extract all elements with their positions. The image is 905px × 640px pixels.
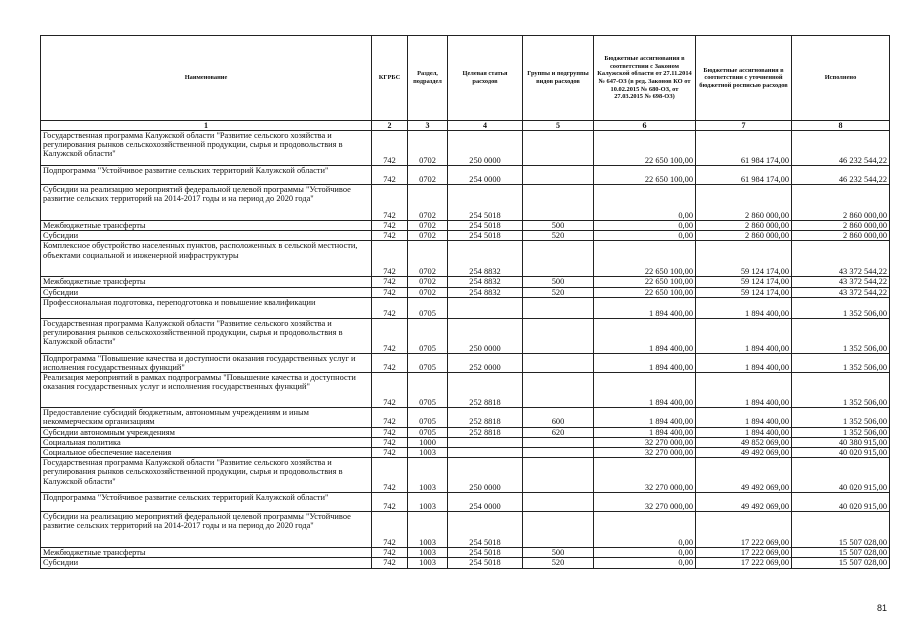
cell-executed-amount: 1 352 506,00: [792, 373, 890, 408]
cell-executed-amount: 40 020 915,00: [792, 493, 890, 512]
cell-law-amount: 32 270 000,00: [594, 458, 696, 493]
cell-executed-amount: 43 372 544,22: [792, 287, 890, 297]
cell-refined-amount: 17 222 069,00: [696, 548, 792, 558]
cell-law-amount: 32 270 000,00: [594, 493, 696, 512]
cell-group: [523, 131, 594, 166]
cell-group: [523, 512, 594, 548]
cell-law-amount: 1 894 400,00: [594, 318, 696, 353]
column-number: 2: [372, 121, 408, 131]
cell-name: Субсидии на реализацию мероприятий федеральной целевой программы "Устойчивое развитие сельских территорий на 2014-2017 годы и на период до 2020 года": [41, 512, 372, 548]
cell-name: Субсидии: [41, 231, 372, 241]
table-row: [41, 448, 890, 458]
column-number: 4: [448, 121, 523, 131]
cell-section: 0705: [408, 318, 448, 353]
cell-kgrbs: 742: [372, 166, 408, 185]
cell-law-amount: 32 270 000,00: [594, 448, 696, 458]
header-refined-allocations: Бюджетные ассигнования в соответствии с уточненной бюджетной росписью расходов: [696, 36, 792, 121]
cell-kgrbs: 742: [372, 408, 408, 427]
cell-group: [523, 241, 594, 277]
cell-executed-amount: 2 860 000,00: [792, 231, 890, 241]
cell-name: Подпрограмма "Устойчивое развитие сельских территорий Калужской области": [41, 493, 372, 512]
cell-section: 0702: [408, 221, 448, 231]
cell-group: [523, 318, 594, 353]
cell-target: 252 8818: [448, 427, 523, 437]
cell-law-amount: 22 650 100,00: [594, 241, 696, 277]
cell-section: 1003: [408, 493, 448, 512]
cell-law-amount: 0,00: [594, 512, 696, 548]
cell-name: Предоставление субсидий бюджетным, автономным учреждениям и иным некоммерческим организациям: [41, 408, 372, 427]
table-row: [41, 185, 890, 221]
cell-executed-amount: 43 372 544,22: [792, 277, 890, 287]
cell-name: Реализация мероприятий в рамках подпрограммы "Повышение качества и доступности оказания государственных услуг и исполнения государственных функций": [41, 373, 372, 408]
cell-section: 0702: [408, 131, 448, 166]
cell-section: 0702: [408, 241, 448, 277]
cell-target: 254 8832: [448, 277, 523, 287]
header-kgrbs: КГРБС: [372, 36, 408, 121]
cell-refined-amount: 1 894 400,00: [696, 318, 792, 353]
page-number: 81: [876, 603, 887, 613]
cell-group: 500: [523, 221, 594, 231]
column-number: 3: [408, 121, 448, 131]
cell-refined-amount: 1 894 400,00: [696, 373, 792, 408]
cell-target: 250 0000: [448, 458, 523, 493]
cell-kgrbs: 742: [372, 297, 408, 318]
cell-section: 0702: [408, 185, 448, 221]
cell-target: 254 0000: [448, 166, 523, 185]
table-row: [41, 318, 890, 353]
cell-target: 254 5018: [448, 512, 523, 548]
cell-name: Государственная программа Калужской области "Развитие сельского хозяйства и регулирования рынков сельскохозяйственной продукции, сырья и продовольствия в Калужской области": [41, 458, 372, 493]
cell-section: 1003: [408, 558, 448, 568]
cell-refined-amount: 17 222 069,00: [696, 558, 792, 568]
column-number: 6: [594, 121, 696, 131]
table-row: [41, 437, 890, 447]
cell-group: [523, 353, 594, 372]
cell-kgrbs: 742: [372, 558, 408, 568]
cell-refined-amount: 49 492 069,00: [696, 458, 792, 493]
cell-group: [523, 437, 594, 447]
cell-group: 520: [523, 287, 594, 297]
cell-name: Социальное обеспечение населения: [41, 448, 372, 458]
table-row: [41, 353, 890, 372]
cell-section: 0705: [408, 373, 448, 408]
cell-name: Межбюджетные трансферты: [41, 548, 372, 558]
cell-executed-amount: 1 352 506,00: [792, 353, 890, 372]
cell-refined-amount: 1 894 400,00: [696, 427, 792, 437]
cell-section: 0702: [408, 287, 448, 297]
cell-kgrbs: 742: [372, 512, 408, 548]
table-row: [41, 512, 890, 548]
cell-refined-amount: 59 124 174,00: [696, 287, 792, 297]
cell-refined-amount: 2 860 000,00: [696, 221, 792, 231]
table-row: [41, 287, 890, 297]
header-section: Раздел, подраздел: [408, 36, 448, 121]
cell-target: 250 0000: [448, 318, 523, 353]
column-number-row: [41, 121, 890, 131]
cell-group: 500: [523, 277, 594, 287]
table-row: [41, 241, 890, 277]
cell-name: Государственная программа Калужской области "Развитие сельского хозяйства и регулирования рынков сельскохозяйственной продукции, сырья и продовольствия в Калужской области": [41, 318, 372, 353]
cell-executed-amount: 15 507 028,00: [792, 558, 890, 568]
cell-refined-amount: 2 860 000,00: [696, 231, 792, 241]
cell-group: 520: [523, 558, 594, 568]
cell-kgrbs: 742: [372, 448, 408, 458]
table-row: [41, 493, 890, 512]
cell-executed-amount: 15 507 028,00: [792, 548, 890, 558]
cell-group: 500: [523, 548, 594, 558]
cell-law-amount: 1 894 400,00: [594, 427, 696, 437]
cell-target: 254 5018: [448, 221, 523, 231]
cell-kgrbs: 742: [372, 241, 408, 277]
column-number: 7: [696, 121, 792, 131]
cell-target: 254 5018: [448, 185, 523, 221]
cell-group: [523, 166, 594, 185]
cell-executed-amount: 1 352 506,00: [792, 318, 890, 353]
cell-law-amount: 1 894 400,00: [594, 408, 696, 427]
cell-section: 0702: [408, 277, 448, 287]
cell-executed-amount: 1 352 506,00: [792, 427, 890, 437]
cell-section: 0705: [408, 353, 448, 372]
cell-law-amount: 22 650 100,00: [594, 277, 696, 287]
cell-target: 254 8832: [448, 287, 523, 297]
cell-target: [448, 448, 523, 458]
cell-group: 600: [523, 408, 594, 427]
table-row: [41, 166, 890, 185]
cell-section: 0705: [408, 297, 448, 318]
cell-refined-amount: 49 492 069,00: [696, 493, 792, 512]
cell-name: Подпрограмма "Повышение качества и доступности оказания государственных услуг и исполнения государственных функций": [41, 353, 372, 372]
cell-group: [523, 297, 594, 318]
cell-law-amount: 1 894 400,00: [594, 297, 696, 318]
cell-section: 0702: [408, 231, 448, 241]
cell-section: 1003: [408, 458, 448, 493]
cell-target: [448, 297, 523, 318]
cell-executed-amount: 40 380 915,00: [792, 437, 890, 447]
cell-refined-amount: 1 894 400,00: [696, 297, 792, 318]
cell-group: [523, 185, 594, 221]
table-header-row: [41, 36, 890, 121]
cell-kgrbs: 742: [372, 131, 408, 166]
header-groups: Группы и подгруппы видов расходов: [523, 36, 594, 121]
table-row: [41, 548, 890, 558]
cell-name: Субсидии: [41, 287, 372, 297]
cell-kgrbs: 742: [372, 287, 408, 297]
cell-law-amount: 22 650 100,00: [594, 287, 696, 297]
cell-group: 620: [523, 427, 594, 437]
table-row: [41, 558, 890, 568]
header-executed: Исполнено: [792, 36, 890, 121]
cell-refined-amount: 61 984 174,00: [696, 166, 792, 185]
table-row: [41, 221, 890, 231]
budget-execution-table: [40, 35, 890, 569]
cell-refined-amount: 49 492 069,00: [696, 448, 792, 458]
cell-section: 0705: [408, 427, 448, 437]
table-row: [41, 427, 890, 437]
cell-executed-amount: 43 372 544,22: [792, 241, 890, 277]
cell-refined-amount: 61 984 174,00: [696, 131, 792, 166]
column-number: 8: [792, 121, 890, 131]
cell-target: [448, 437, 523, 447]
cell-target: 254 5018: [448, 558, 523, 568]
cell-target: 252 0000: [448, 353, 523, 372]
cell-executed-amount: 1 352 506,00: [792, 297, 890, 318]
cell-refined-amount: 1 894 400,00: [696, 408, 792, 427]
table-row: [41, 231, 890, 241]
cell-name: Межбюджетные трансферты: [41, 221, 372, 231]
cell-target: 254 0000: [448, 493, 523, 512]
column-number: 5: [523, 121, 594, 131]
cell-refined-amount: 2 860 000,00: [696, 185, 792, 221]
cell-group: [523, 458, 594, 493]
cell-refined-amount: 59 124 174,00: [696, 277, 792, 287]
cell-law-amount: 0,00: [594, 231, 696, 241]
cell-executed-amount: 46 232 544,22: [792, 131, 890, 166]
cell-executed-amount: 2 860 000,00: [792, 221, 890, 231]
cell-law-amount: 0,00: [594, 558, 696, 568]
cell-executed-amount: 46 232 544,22: [792, 166, 890, 185]
cell-kgrbs: 742: [372, 353, 408, 372]
cell-executed-amount: 40 020 915,00: [792, 458, 890, 493]
cell-name: Государственная программа Калужской области "Развитие сельского хозяйства и регулирования рынков сельскохозяйственной продукции, сырья и продовольствия в Калужской области": [41, 131, 372, 166]
column-number: 1: [41, 121, 372, 131]
cell-law-amount: 0,00: [594, 221, 696, 231]
cell-kgrbs: 742: [372, 427, 408, 437]
cell-section: 1000: [408, 437, 448, 447]
table-row: [41, 373, 890, 408]
header-target: Целевая статья расходов: [448, 36, 523, 121]
cell-target: 252 8818: [448, 408, 523, 427]
cell-section: 0702: [408, 166, 448, 185]
cell-refined-amount: 59 124 174,00: [696, 241, 792, 277]
cell-name: Социальная политика: [41, 437, 372, 447]
cell-name: Субсидии автономным учреждениям: [41, 427, 372, 437]
cell-kgrbs: 742: [372, 185, 408, 221]
cell-group: 520: [523, 231, 594, 241]
cell-target: 254 5018: [448, 231, 523, 241]
cell-name: Субсидии на реализацию мероприятий федеральной целевой программы "Устойчивое развитие сельских территорий на 2014-2017 годы и на период до 2020 года": [41, 185, 372, 221]
table-row: [41, 458, 890, 493]
cell-name: Субсидии: [41, 558, 372, 568]
cell-kgrbs: 742: [372, 277, 408, 287]
table-row: [41, 131, 890, 166]
cell-group: [523, 448, 594, 458]
cell-executed-amount: 40 020 915,00: [792, 448, 890, 458]
cell-kgrbs: 742: [372, 373, 408, 408]
table-row: [41, 277, 890, 287]
cell-law-amount: 1 894 400,00: [594, 373, 696, 408]
cell-target: 254 8832: [448, 241, 523, 277]
table-row: [41, 297, 890, 318]
cell-section: 0705: [408, 408, 448, 427]
cell-refined-amount: 17 222 069,00: [696, 512, 792, 548]
cell-kgrbs: 742: [372, 548, 408, 558]
cell-name: Профессиональная подготовка, переподготовка и повышение квалификации: [41, 297, 372, 318]
cell-executed-amount: 1 352 506,00: [792, 408, 890, 427]
cell-kgrbs: 742: [372, 221, 408, 231]
cell-kgrbs: 742: [372, 437, 408, 447]
cell-group: [523, 493, 594, 512]
cell-executed-amount: 2 860 000,00: [792, 185, 890, 221]
cell-executed-amount: 15 507 028,00: [792, 512, 890, 548]
cell-name: Подпрограмма "Устойчивое развитие сельских территорий Калужской области": [41, 166, 372, 185]
cell-kgrbs: 742: [372, 231, 408, 241]
table-row: [41, 408, 890, 427]
cell-target: 252 8818: [448, 373, 523, 408]
cell-law-amount: 0,00: [594, 185, 696, 221]
cell-group: [523, 373, 594, 408]
cell-name: Комплексное обустройство населенных пунктов, расположенных в сельской местности, объектами социальной и инженерной инфраструктуры: [41, 241, 372, 277]
table-body: [41, 131, 890, 569]
cell-name: Межбюджетные трансферты: [41, 277, 372, 287]
cell-law-amount: 22 650 100,00: [594, 131, 696, 166]
cell-section: 1003: [408, 548, 448, 558]
cell-refined-amount: 1 894 400,00: [696, 353, 792, 372]
cell-target: 254 5018: [448, 548, 523, 558]
cell-target: 250 0000: [448, 131, 523, 166]
cell-kgrbs: 742: [372, 458, 408, 493]
cell-law-amount: 22 650 100,00: [594, 166, 696, 185]
cell-kgrbs: 742: [372, 318, 408, 353]
cell-law-amount: 0,00: [594, 548, 696, 558]
cell-section: 1003: [408, 512, 448, 548]
header-name: Наименование: [41, 36, 372, 121]
cell-law-amount: 1 894 400,00: [594, 353, 696, 372]
cell-section: 1003: [408, 448, 448, 458]
header-law-allocations: Бюджетные ассигнования в соответствии с Законом Калужской области от 27.11.2014 № 647-ОЗ (в ред. Законов КО от 10.02.2015 № 680-ОЗ, от 27.03.2015 № 698-ОЗ): [594, 36, 696, 121]
cell-refined-amount: 49 852 069,00: [696, 437, 792, 447]
cell-law-amount: 32 270 000,00: [594, 437, 696, 447]
cell-kgrbs: 742: [372, 493, 408, 512]
